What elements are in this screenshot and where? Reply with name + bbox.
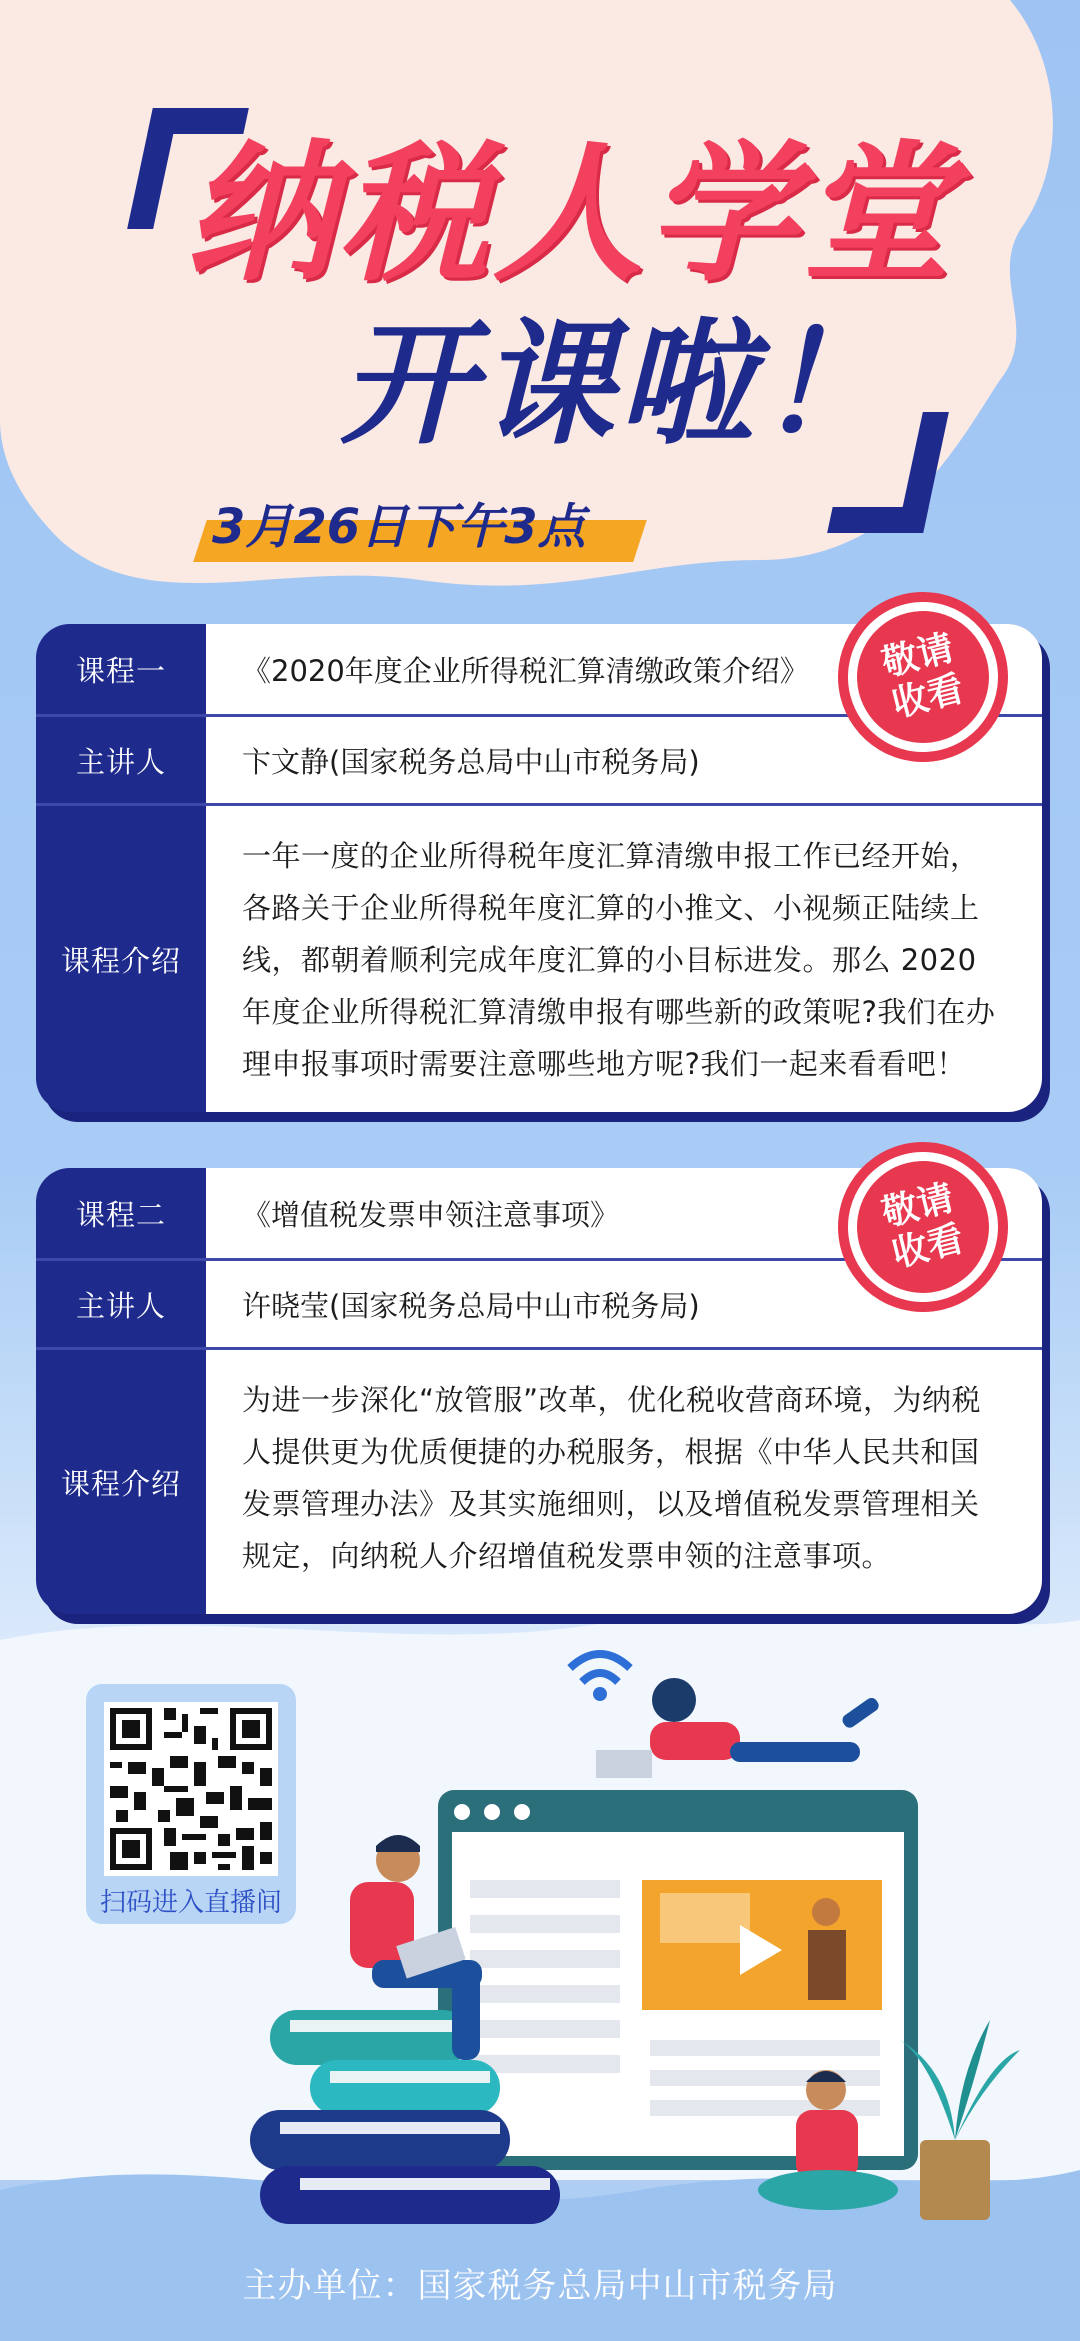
speaker-name: 卞文静(国家税务总局中山市税务局): [206, 717, 1042, 803]
speaker-name: 许晓莹(国家税务总局中山市税务局): [206, 1261, 1042, 1347]
speaker-label: 主讲人: [75, 744, 166, 779]
intro-row: [36, 1350, 1042, 1614]
course-label: 课程一: [75, 653, 166, 688]
qr-panel[interactable]: [86, 1684, 296, 1924]
main-title: 纳税人学堂: [185, 128, 956, 302]
speaker-label: 主讲人: [75, 1288, 166, 1323]
qr-caption: 扫码进入直播间: [99, 1888, 282, 1918]
stamp-text-line1: 敬请: [877, 627, 958, 685]
intro-label: 课程介绍: [60, 943, 181, 978]
course-title: 《2020年度企业所得税汇算清缴政策介绍》: [206, 624, 1042, 714]
intro-label: 课程介绍: [60, 1466, 181, 1501]
qr-code-icon[interactable]: [104, 1702, 278, 1876]
stamp-text-line2: 收看: [888, 1218, 968, 1276]
event-date: 3月26日下午3点: [212, 499, 586, 555]
course-title: 《增值税发票申领注意事项》: [206, 1168, 1042, 1258]
organizer-footer: 主办单位：国家税务总局中山市税务局: [242, 2266, 838, 2306]
intro-text: 一年一度的企业所得税年度汇算清缴申报工作已经开始，各路关于企业所得税年度汇算的小推文、小视频正陆续上线，都朝着顺利完成年度汇算的小目标进发。那么 2020 年度企业所得税汇算清缴申报有哪些新的政策呢?我们在办理申报事项时需要注意哪些地方呢?我们一起来看看吧！: [206, 806, 1042, 1112]
sub-title: 开课啦！: [340, 306, 896, 463]
stamp-text-line1: 敬请: [877, 1177, 958, 1235]
intro-row: [36, 806, 1042, 1112]
intro-text: 为进一步深化“放管服”改革，优化税收营商环境，为纳税人提供更为优质便捷的办税服务，根据《中华人民共和国发票管理办法》及其实施细则，以及增值税发票管理相关规定，向纳税人介绍增值税发票申领的注意事项。: [206, 1350, 1042, 1614]
stamp-text-line2: 收看: [888, 668, 968, 726]
course-label: 课程二: [75, 1197, 166, 1232]
